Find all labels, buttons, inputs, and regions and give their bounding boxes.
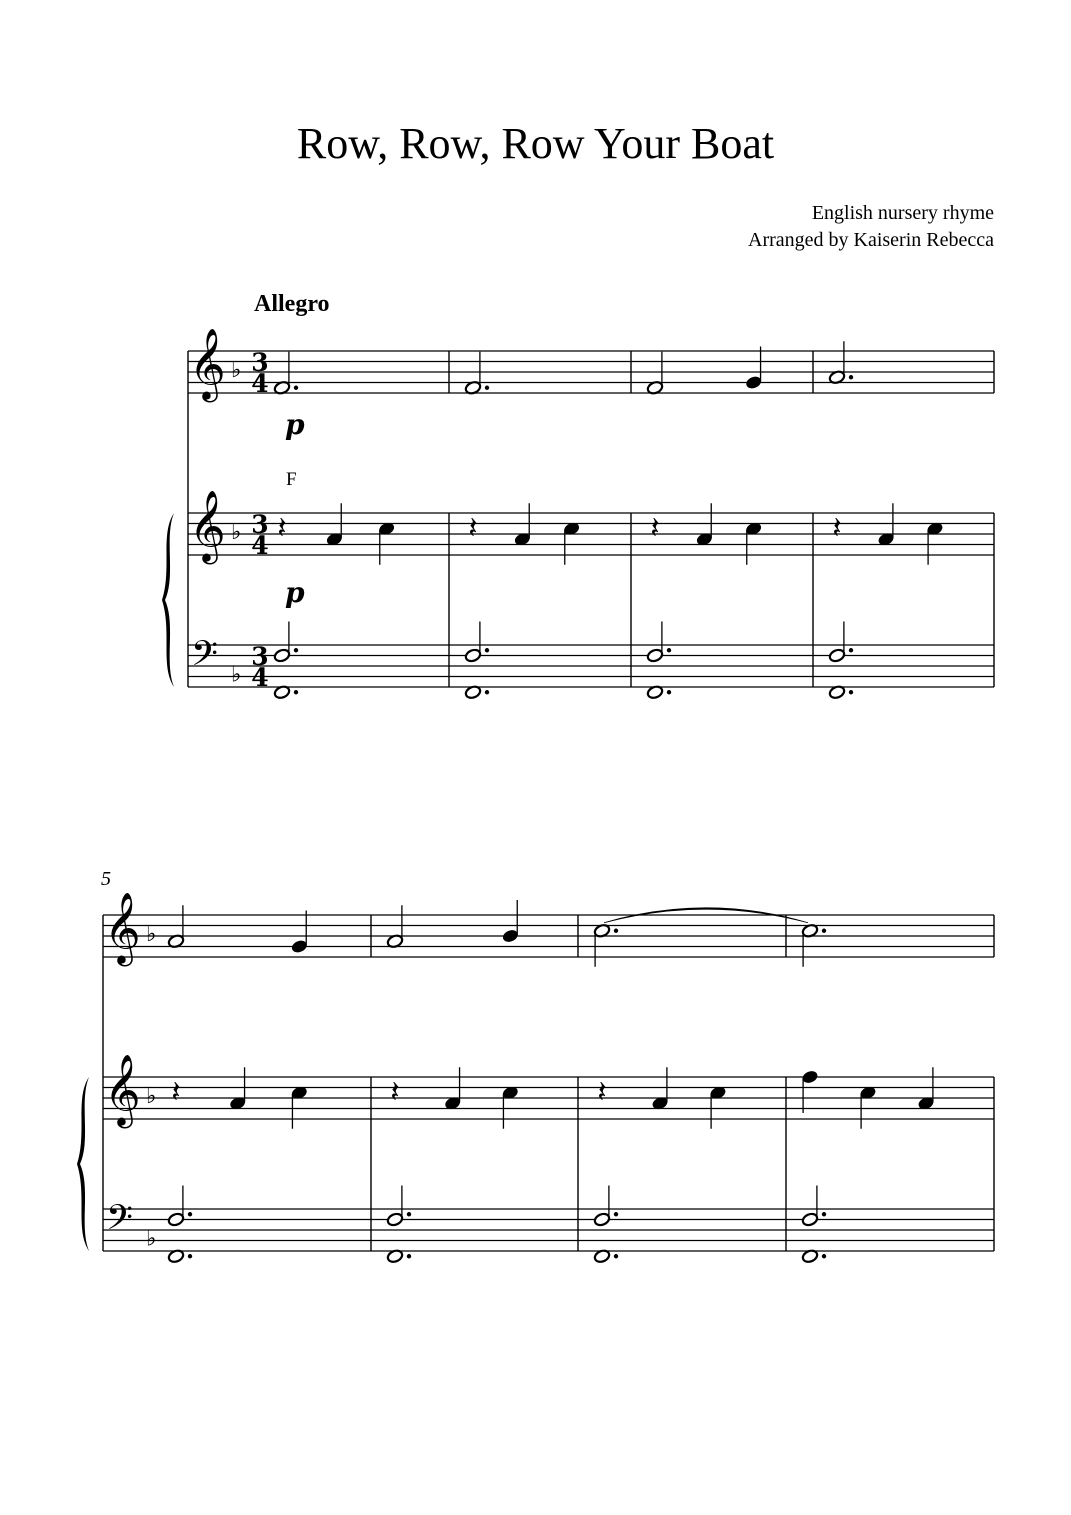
quarter-notehead <box>801 1069 819 1084</box>
time-signature-numerator: 3 <box>251 510 269 539</box>
augmentation-dot <box>822 929 826 933</box>
augmentation-dot <box>294 648 298 652</box>
augmentation-dot <box>849 648 853 652</box>
quarter-rest-icon: 𝄽 <box>390 1075 400 1111</box>
chord-symbol: F <box>286 469 297 490</box>
augmentation-dot <box>188 1254 192 1258</box>
augmentation-dot <box>294 690 298 694</box>
quarter-rest-icon: 𝄽 <box>832 511 842 547</box>
time-signature-numerator: 3 <box>251 348 269 377</box>
arranger-credit: Arranged by Kaiserin Rebecca <box>748 229 994 251</box>
augmentation-dot <box>822 1254 826 1258</box>
piano-brace <box>162 513 174 687</box>
half-notehead <box>828 648 846 663</box>
half-notehead <box>646 648 664 663</box>
flat-icon: ♭ <box>146 1226 157 1252</box>
augmentation-dot <box>485 386 489 390</box>
augmentation-dot <box>485 690 489 694</box>
half-notehead <box>167 1212 185 1227</box>
augmentation-dot <box>188 1212 192 1216</box>
composer-origin: English nursery rhyme <box>811 202 994 224</box>
half-notehead <box>464 648 482 663</box>
flat-icon: ♭ <box>231 662 242 688</box>
augmentation-dot <box>849 690 853 694</box>
treble-clef-icon: 𝄞 <box>104 1052 141 1126</box>
augmentation-dot <box>822 1212 826 1216</box>
augmentation-dot <box>407 1254 411 1258</box>
treble-clef-icon: 𝄞 <box>104 890 141 964</box>
page-title: Row, Row, Row Your Boat <box>296 119 775 168</box>
augmentation-dot <box>667 648 671 652</box>
half-notehead <box>273 648 291 663</box>
time-signature-denominator: 4 <box>251 531 269 560</box>
quarter-rest-icon: 𝄽 <box>468 511 478 547</box>
quarter-notehead <box>502 928 520 943</box>
quarter-rest-icon: 𝄽 <box>171 1075 181 1111</box>
quarter-rest-icon: 𝄽 <box>650 511 660 547</box>
flat-icon: ♭ <box>146 1084 157 1109</box>
bass-clef-icon: 𝄢 <box>106 1196 134 1246</box>
augmentation-dot <box>294 386 298 390</box>
dynamic-marking-piano: p <box>285 576 305 609</box>
augmentation-dot <box>614 1254 618 1258</box>
treble-clef-icon: 𝄞 <box>189 326 226 400</box>
treble-clef-icon: 𝄞 <box>189 488 226 562</box>
half-notehead <box>386 1212 404 1227</box>
augmentation-dot <box>407 1212 411 1216</box>
time-signature-denominator: 4 <box>251 369 269 398</box>
time-signature-numerator: 3 <box>251 642 269 671</box>
half-notehead <box>593 1212 611 1227</box>
augmentation-dot <box>614 929 618 933</box>
augmentation-dot <box>614 1212 618 1216</box>
flat-icon: ♭ <box>231 520 242 545</box>
time-signature-denominator: 4 <box>251 663 269 692</box>
measure-number: 5 <box>101 868 111 890</box>
quarter-notehead <box>745 375 763 390</box>
dynamic-marking-melody: p <box>285 408 305 441</box>
piano-brace <box>77 1077 89 1251</box>
quarter-notehead <box>291 939 309 954</box>
tempo-marking: Allegro <box>254 291 330 317</box>
flat-icon: ♭ <box>231 358 242 383</box>
quarter-rest-icon: 𝄽 <box>597 1075 607 1111</box>
flat-icon: ♭ <box>146 922 157 947</box>
augmentation-dot <box>667 690 671 694</box>
augmentation-dot <box>485 648 489 652</box>
half-notehead <box>801 1212 819 1227</box>
bass-clef-icon: 𝄢 <box>191 632 219 682</box>
augmentation-dot <box>849 375 853 379</box>
quarter-rest-icon: 𝄽 <box>277 511 287 547</box>
